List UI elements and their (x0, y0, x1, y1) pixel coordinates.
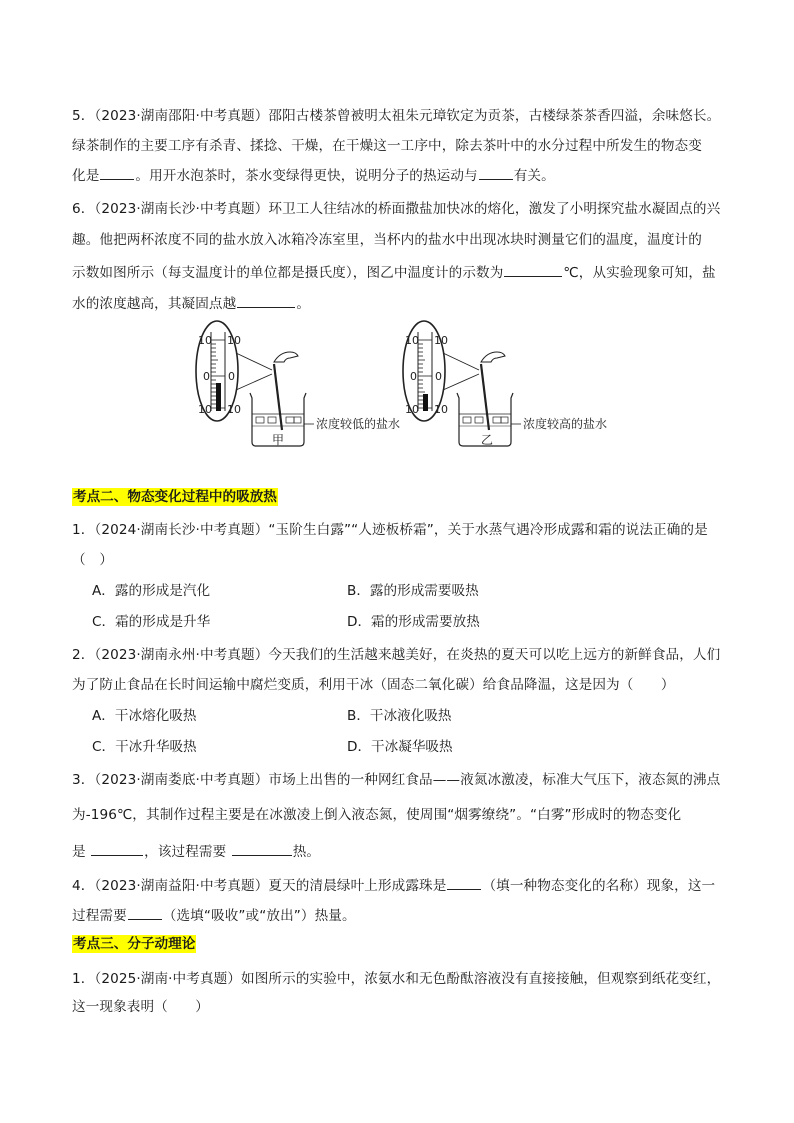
answer-blank (447, 876, 481, 890)
s2q1-line-2: （ ） (72, 552, 114, 568)
label-jia: 甲 (272, 433, 285, 447)
option-c: C．霜的形成是升华 (92, 614, 211, 630)
q5-line-2: 绿茶制作的主要工序有杀青、揉捻、干燥，在干燥这一工序中，除去茶叶中的水分过程中所发生的物态变 (72, 138, 702, 154)
option-d: D．霜的形成需要放热 (347, 614, 480, 630)
tick-0-left: 0 (410, 370, 417, 383)
answer-blank (100, 166, 134, 180)
label-yi: 乙 (481, 433, 494, 447)
s2q3-line-3: 是 ，该过程需要 热。 (72, 844, 321, 860)
s3q1-line-1: 1．（2025·湖南·中考真题）如图所示的实验中，浓氨水和无色酚酞溶液没有直接接触，但观察到纸花变红， (72, 971, 721, 987)
tick-10-top-right: 10 (227, 334, 241, 347)
option-a: A．干冰熔化吸热 (92, 708, 197, 724)
thermometer-setup-left (196, 321, 400, 447)
q6-line-3: 示数如图所示（每支温度计的单位都是摄氏度），图乙中温度计的示数为 ℃，从实验现象可知，盐 (72, 265, 716, 281)
answer-blank (237, 294, 295, 308)
q5-line-3: 化是 。用开水泡茶时，茶水变绿得更快，说明分子的热运动与 有关。 (72, 168, 555, 184)
caption-low-concentration: 浓度较低的盐水 (316, 417, 401, 431)
s2q2-line-1: 2．（2023·湖南永州·中考真题）今天我们的生活越来越美好，在炎热的夏天可以吃上远方的新鲜食品，人们 (72, 647, 721, 663)
option-a: A．露的形成是汽化 (92, 583, 211, 599)
tick-10-bot-right: 10 (434, 403, 448, 416)
tick-0-right: 0 (435, 370, 442, 383)
answer-blank (504, 263, 562, 277)
q6-line-1: 6．（2023·湖南长沙·中考真题）环卫工人往结冰的桥面撒盐加快冰的熔化，激发了小明探究盐水凝固点的兴 (72, 201, 721, 217)
answer-blank (479, 166, 513, 180)
option-b: B．干冰液化吸热 (347, 708, 452, 724)
s2q4-line-1: 4．（2023·湖南益阳·中考真题）夏天的清晨绿叶上形成露珠是 （填一种物态变化的名称）现象，这一 (72, 878, 716, 894)
caption-high-concentration: 浓度较高的盐水 (523, 417, 608, 431)
answer-blank (91, 842, 143, 856)
tick-10-top-left: 10 (198, 334, 212, 347)
option-b: B．露的形成需要吸热 (347, 583, 479, 599)
s2q3-line-2: 为-196℃，其制作过程主要是在冰激凌上倒入液态氮，使周围“烟雾缭绕”。“白雾”形成时的物态变化 (72, 807, 682, 823)
s2q1-line-1: 1．（2024·湖南长沙·中考真题）“玉阶生白露”“人迹板桥霜”，关于水蒸气遇冷形成露和霜的说法正确的是 (72, 522, 708, 538)
tick-10-bot-right: 10 (227, 403, 241, 416)
s2q4-line-2: 过程需要 （选填“吸收”或“放出”）热量。 (72, 908, 356, 924)
q6-line-2: 趣。他把两杯浓度不同的盐水放入冰箱冷冻室里，当杯内的盐水中出现冰块时测量它们的温度，温度计的 (72, 232, 702, 248)
thermometer-setup-right (403, 321, 607, 447)
s3q1-line-2: 这一现象表明（ ） (72, 999, 209, 1015)
tick-10-bot-left: 10 (198, 403, 212, 416)
thermometer-figure (186, 318, 626, 450)
option-d: D．干冰凝华吸热 (347, 739, 453, 755)
answer-blank (232, 842, 292, 856)
section-title-3: 考点三、分子动理论 (73, 936, 196, 952)
tick-0-left: 0 (203, 370, 210, 383)
s2q2-line-2: 为了防止食品在长时间运输中腐烂变质，利用干冰（固态二氧化碳）给食品降温，这是因为（ ） (72, 677, 675, 693)
s2q3-line-1: 3．（2023·湖南娄底·中考真题）市场上出售的一种网红食品——液氮冰激凌，标准大气压下，液态氮的沸点 (72, 772, 721, 788)
tick-10-top-left: 10 (405, 334, 419, 347)
option-c: C．干冰升华吸热 (92, 739, 197, 755)
section-title-2: 考点二、物态变化过程中的吸放热 (73, 489, 277, 505)
q6-line-4: 水的浓度越高，其凝固点越 。 (72, 296, 311, 312)
tick-10-top-right: 10 (434, 334, 448, 347)
q5-line-1: 5．（2023·湖南邵阳·中考真题）邵阳古楼茶曾被明太祖朱元璋钦定为贡茶，古楼绿茶茶香四溢，余味悠长。 (72, 108, 721, 124)
answer-blank (128, 906, 162, 920)
tick-0-right: 0 (228, 370, 235, 383)
tick-10-bot-left: 10 (405, 403, 419, 416)
